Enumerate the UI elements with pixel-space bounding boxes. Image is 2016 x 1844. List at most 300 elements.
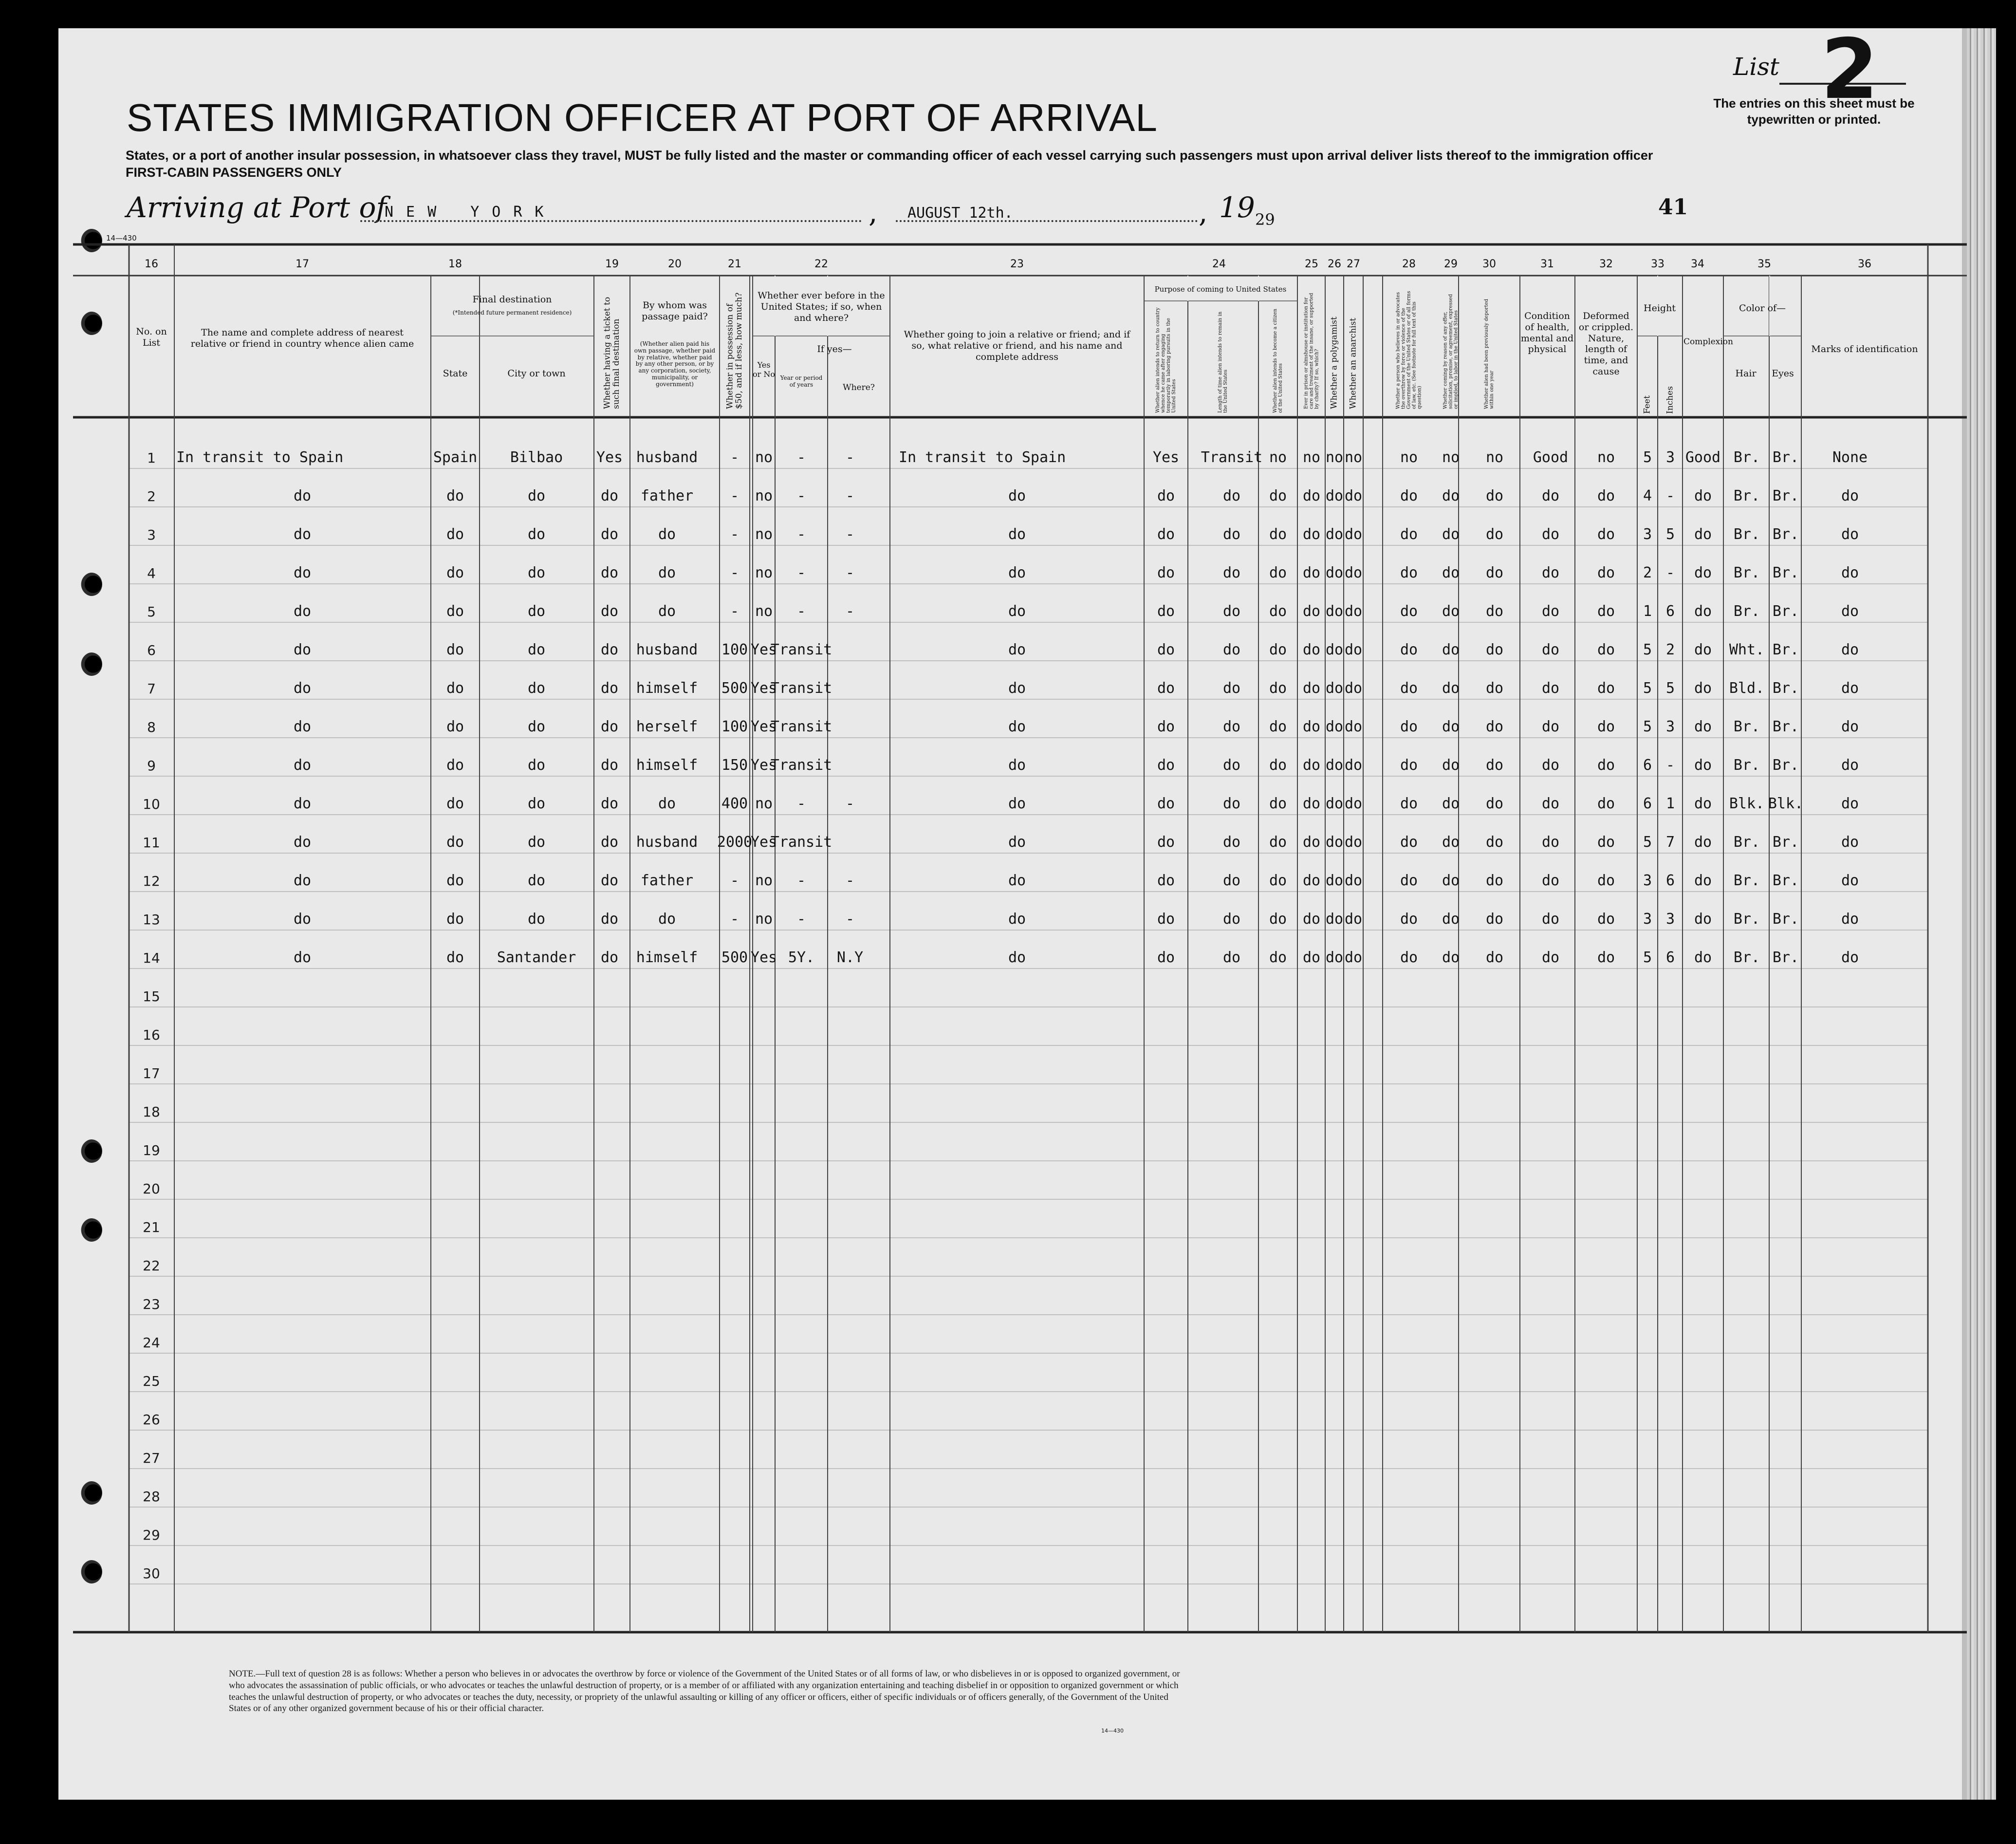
cell-city: do xyxy=(527,680,546,697)
cell-c22b: - xyxy=(796,487,806,504)
header-city: City or town xyxy=(507,368,566,379)
cell-c24c: do xyxy=(1269,911,1287,928)
cell-c27: do xyxy=(1344,603,1363,620)
cell-c24b: do xyxy=(1222,680,1241,697)
cell-c28: do xyxy=(1400,911,1418,928)
header-color-of: Color of— xyxy=(1739,303,1786,314)
header-final-destination-note: (*Intended future permanent residence) xyxy=(452,309,572,316)
cell-c17: do xyxy=(293,680,312,697)
cell-c23: do xyxy=(1008,680,1026,697)
cell-c17: do xyxy=(293,795,312,812)
cell-c22b: - xyxy=(796,526,806,543)
cell-c34: do xyxy=(1694,641,1712,658)
cell-c23: do xyxy=(1008,603,1026,620)
cell-city: do xyxy=(527,487,546,504)
cell-in: 1 xyxy=(1665,795,1675,812)
cell-c21: - xyxy=(730,603,740,620)
cell-hair: Br. xyxy=(1733,718,1760,735)
header-purpose-return: Whether alien intends to return to country whence he came after engaging temporarily in laboring pursuits in the United States xyxy=(1155,307,1177,413)
cell-c17: do xyxy=(293,949,312,966)
column-number: 29 xyxy=(1444,258,1458,270)
cell-c36: do xyxy=(1841,911,1859,928)
row-number: 26 xyxy=(143,1412,160,1428)
cell-c27: do xyxy=(1344,641,1363,658)
cell-c23: do xyxy=(1008,641,1026,658)
cell-c34: do xyxy=(1694,680,1712,697)
cell-c24b: do xyxy=(1222,526,1241,543)
cell-c34: do xyxy=(1694,911,1712,928)
cell-c22a: no xyxy=(755,564,773,581)
cell-c17: do xyxy=(293,526,312,543)
cell-eyes: Br. xyxy=(1772,487,1799,504)
cell-c24c: do xyxy=(1269,834,1287,851)
cell-c32: do xyxy=(1597,641,1615,658)
row-number: 9 xyxy=(147,758,156,774)
cell-c24c: do xyxy=(1269,949,1287,966)
column-number: 28 xyxy=(1402,258,1416,270)
row-number: 10 xyxy=(143,796,160,812)
cell-c36: do xyxy=(1841,795,1859,812)
cell-c22b: - xyxy=(796,449,806,466)
header-health: Condition of health, mental and physical xyxy=(1520,311,1574,355)
cell-c25: do xyxy=(1302,834,1321,851)
cell-c24a: do xyxy=(1157,526,1175,543)
cell-in: 6 xyxy=(1665,603,1675,620)
row-number: 8 xyxy=(147,719,156,735)
cell-c19: do xyxy=(600,949,619,966)
cell-c29: do xyxy=(1442,487,1460,504)
header-complexion: Complexion xyxy=(1683,337,1733,347)
cell-c25: do xyxy=(1302,603,1321,620)
cell-ft: 5 xyxy=(1643,834,1652,851)
cell-c17: do xyxy=(293,834,312,851)
cell-c21: 500 xyxy=(721,949,748,966)
header-purpose-citizen: Whether alien intends to become a citizen of the United States xyxy=(1273,308,1283,413)
column-number: 31 xyxy=(1540,258,1554,270)
cell-c31: do xyxy=(1541,911,1560,928)
cell-c22a: Yes xyxy=(750,834,777,851)
cell-c23: do xyxy=(1008,949,1026,966)
column-number: 25 xyxy=(1305,258,1318,270)
cell-c23: do xyxy=(1008,564,1026,581)
cell-c25: do xyxy=(1302,564,1321,581)
cell-c26: do xyxy=(1325,949,1344,966)
cell-c24c: no xyxy=(1269,449,1287,466)
cell-c22a: no xyxy=(755,449,773,466)
cell-c27: do xyxy=(1344,911,1363,928)
cell-city: do xyxy=(527,872,546,889)
cell-c17: In transit to Spain xyxy=(176,449,344,466)
cell-c34: do xyxy=(1694,795,1712,812)
cell-c19: do xyxy=(600,564,619,581)
cell-c20: father xyxy=(640,872,694,889)
cell-c28: do xyxy=(1400,487,1418,504)
year-suffix: 29 xyxy=(1255,210,1275,229)
cell-c34: do xyxy=(1694,757,1712,774)
cell-c17: do xyxy=(293,603,312,620)
cell-c31: do xyxy=(1541,680,1560,697)
cell-c30: do xyxy=(1485,949,1504,966)
cell-c31: do xyxy=(1541,834,1560,851)
cell-c21: - xyxy=(730,487,740,504)
cell-city: do xyxy=(527,603,546,620)
cell-c20: husband xyxy=(636,449,698,466)
cell-c29: do xyxy=(1442,911,1460,928)
cell-c24a: do xyxy=(1157,641,1175,658)
cell-city: do xyxy=(527,834,546,851)
cell-c26: do xyxy=(1325,834,1344,851)
cell-c28: do xyxy=(1400,680,1418,697)
cell-hair: Br. xyxy=(1733,949,1760,966)
cell-ft: 6 xyxy=(1643,757,1652,774)
instructions-line: States, or a port of another insular possession, in whatsoever class they travel, MUST be fully listed and the master or commanding officer of each vessel carrying such passengers must upon arrival deliver lists thereof to the immigration officer xyxy=(126,148,1653,163)
cell-in: - xyxy=(1665,487,1675,504)
cell-ft: 5 xyxy=(1643,949,1652,966)
row-number: 23 xyxy=(143,1296,160,1312)
cell-state: do xyxy=(446,949,464,966)
cell-c21: 400 xyxy=(721,795,748,812)
cell-c26: do xyxy=(1325,795,1344,812)
cell-c28: do xyxy=(1400,603,1418,620)
row-number: 22 xyxy=(143,1258,160,1274)
header-relative-address: The name and complete address of nearest relative or friend in country whence alien came xyxy=(190,327,414,349)
cell-ft: 2 xyxy=(1643,564,1652,581)
row-number: 2 xyxy=(147,488,156,504)
row-number: 6 xyxy=(147,642,156,658)
cell-c23: do xyxy=(1008,757,1026,774)
cell-in: 3 xyxy=(1665,911,1675,928)
cell-c29: do xyxy=(1442,718,1460,735)
row-number: 24 xyxy=(143,1335,160,1351)
cell-c19: do xyxy=(600,834,619,851)
cell-c26: do xyxy=(1325,680,1344,697)
cell-city: do xyxy=(527,564,546,581)
sheet-number: 41 xyxy=(1658,195,1688,220)
cell-c24b: do xyxy=(1222,718,1241,735)
cell-c31: do xyxy=(1541,526,1560,543)
cell-c21: - xyxy=(730,564,740,581)
header-deported: Whether alien had been previously deported within one year xyxy=(1484,298,1495,409)
cell-c22-transit: Transit xyxy=(770,834,832,851)
cell-city: do xyxy=(527,718,546,735)
cell-c21: 150 xyxy=(721,757,748,774)
cell-eyes: Br. xyxy=(1772,757,1799,774)
cell-c21: - xyxy=(730,872,740,889)
cell-c20: do xyxy=(658,526,676,543)
column-number: 32 xyxy=(1599,258,1613,270)
cell-c26: do xyxy=(1325,526,1344,543)
row-number: 28 xyxy=(143,1489,160,1505)
cell-c26: do xyxy=(1325,603,1344,620)
cell-ft: 3 xyxy=(1643,872,1652,889)
cell-c24b: do xyxy=(1222,487,1241,504)
cell-hair: Wht. xyxy=(1729,641,1765,658)
cell-c30: no xyxy=(1485,449,1504,466)
cell-c30: do xyxy=(1485,487,1504,504)
cell-c30: do xyxy=(1485,872,1504,889)
cell-c28: do xyxy=(1400,872,1418,889)
header-state: State xyxy=(443,368,468,379)
cell-city: Santander xyxy=(497,949,576,966)
cell-state: do xyxy=(446,487,464,504)
column-number: 21 xyxy=(728,258,741,270)
cell-city: do xyxy=(527,757,546,774)
cell-c30: do xyxy=(1485,795,1504,812)
cell-c27: do xyxy=(1344,834,1363,851)
cell-in: 3 xyxy=(1665,718,1675,735)
cell-c30: do xyxy=(1485,526,1504,543)
cell-c26: do xyxy=(1325,641,1344,658)
cell-c32: do xyxy=(1597,603,1615,620)
cell-c29: do xyxy=(1442,526,1460,543)
cell-hair: Br. xyxy=(1733,911,1760,928)
row-number: 20 xyxy=(143,1181,160,1197)
row-number: 15 xyxy=(143,988,160,1005)
cell-c30: do xyxy=(1485,680,1504,697)
cell-c21: 2000 xyxy=(717,834,753,851)
cell-hair: Bld. xyxy=(1729,680,1765,697)
cell-c21: - xyxy=(730,449,740,466)
cell-c24a: do xyxy=(1157,872,1175,889)
cell-c32: do xyxy=(1597,564,1615,581)
cell-c17: do xyxy=(293,872,312,889)
cell-in: 7 xyxy=(1665,834,1675,851)
cell-c24b: do xyxy=(1222,795,1241,812)
cell-c21: 100 xyxy=(721,641,748,658)
cell-c32: do xyxy=(1597,949,1615,966)
cell-c31: do xyxy=(1541,564,1560,581)
cell-c24c: do xyxy=(1269,795,1287,812)
separator: , xyxy=(1199,196,1208,229)
cell-c19: do xyxy=(600,641,619,658)
cell-c32: do xyxy=(1597,795,1615,812)
cell-c22-transit: Transit xyxy=(770,641,832,658)
cell-c26: do xyxy=(1325,872,1344,889)
cell-c26: do xyxy=(1325,757,1344,774)
cell-c24c: do xyxy=(1269,641,1287,658)
cell-c22a: no xyxy=(755,911,773,928)
cell-c29: no xyxy=(1442,449,1460,466)
instructions-class: FIRST-CABIN PASSENGERS ONLY xyxy=(126,165,342,180)
cell-c20: do xyxy=(658,603,676,620)
cell-c29: do xyxy=(1442,564,1460,581)
cell-city: do xyxy=(527,641,546,658)
row-number: 7 xyxy=(147,681,156,697)
cell-c31: Good xyxy=(1533,449,1569,466)
cell-c19: do xyxy=(600,487,619,504)
cell-c23: do xyxy=(1008,526,1026,543)
cell-c19: do xyxy=(600,872,619,889)
cell-c30: do xyxy=(1485,718,1504,735)
cell-c17: do xyxy=(293,641,312,658)
cell-c22a: no xyxy=(755,603,773,620)
cell-c24a: Yes xyxy=(1152,449,1180,466)
cell-c34: do xyxy=(1694,487,1712,504)
cell-c20: do xyxy=(658,564,676,581)
cell-c25: do xyxy=(1302,949,1321,966)
cell-city: do xyxy=(527,526,546,543)
header-purpose: Purpose of coming to United States xyxy=(1154,285,1287,294)
cell-c22a: Yes xyxy=(750,757,777,774)
cell-eyes: Br. xyxy=(1772,564,1799,581)
cell-c19: do xyxy=(600,795,619,812)
cell-c22a: Yes xyxy=(750,680,777,697)
cell-c25: do xyxy=(1302,911,1321,928)
cell-c27: do xyxy=(1344,795,1363,812)
cell-c20: husband xyxy=(636,834,698,851)
cell-c22a: Yes xyxy=(750,718,777,735)
cell-c34: do xyxy=(1694,834,1712,851)
cell-c23: do xyxy=(1008,872,1026,889)
row-number: 5 xyxy=(147,604,156,620)
column-number: 22 xyxy=(814,258,828,270)
cell-c32: do xyxy=(1597,834,1615,851)
column-number: 30 xyxy=(1482,258,1496,270)
cell-c36: do xyxy=(1841,641,1859,658)
cell-in: - xyxy=(1665,564,1675,581)
cell-in: 5 xyxy=(1665,526,1675,543)
header-deformed: Deformed or crippled. Nature, length of time, and cause xyxy=(1578,311,1634,377)
cell-c22c: - xyxy=(845,564,855,581)
cell-c23: do xyxy=(1008,487,1026,504)
cell-c21: - xyxy=(730,911,740,928)
column-number: 33 xyxy=(1651,258,1665,270)
cell-c31: do xyxy=(1541,795,1560,812)
cell-c22b: - xyxy=(796,911,806,928)
cell-c28: do xyxy=(1400,718,1418,735)
header-final-destination: Final destination xyxy=(472,294,552,305)
cell-c22a: Yes xyxy=(750,641,777,658)
cell-c24c: do xyxy=(1269,757,1287,774)
header-prison: Ever in prison or almshouse or institution for care and treatment of the insane, or supported by charity? If so, which? xyxy=(1303,293,1320,409)
column-number: 16 xyxy=(145,258,158,270)
cell-c36: do xyxy=(1841,949,1859,966)
cell-c24a: do xyxy=(1157,834,1175,851)
cell-ft: 5 xyxy=(1643,680,1652,697)
cell-c22c: - xyxy=(845,795,855,812)
cell-c23: do xyxy=(1008,911,1026,928)
cell-c29: do xyxy=(1442,834,1460,851)
cell-c28: do xyxy=(1400,795,1418,812)
cell-c23: do xyxy=(1008,834,1026,851)
cell-c22b: - xyxy=(796,603,806,620)
header-period: Year or period of years xyxy=(780,374,823,388)
cell-c31: do xyxy=(1541,757,1560,774)
cell-c27: do xyxy=(1344,718,1363,735)
cell-state: Spain xyxy=(433,449,478,466)
cell-c27: do xyxy=(1344,564,1363,581)
cell-state: do xyxy=(446,641,464,658)
cell-c25: do xyxy=(1302,680,1321,697)
cell-c34: do xyxy=(1694,603,1712,620)
cell-c24b: do xyxy=(1222,603,1241,620)
cell-c22c: - xyxy=(845,526,855,543)
cell-eyes: Br. xyxy=(1772,949,1799,966)
cell-c28: do xyxy=(1400,564,1418,581)
cell-c31: do xyxy=(1541,641,1560,658)
cell-c25: do xyxy=(1302,718,1321,735)
cell-c22b: - xyxy=(796,795,806,812)
cell-c25: do xyxy=(1302,795,1321,812)
cell-c36: do xyxy=(1841,603,1859,620)
cell-ft: 4 xyxy=(1643,487,1652,504)
row-number: 17 xyxy=(143,1065,160,1081)
cell-c22-transit: Transit xyxy=(770,718,832,735)
row-number: 11 xyxy=(143,835,160,851)
cell-c24b: do xyxy=(1222,834,1241,851)
cell-c17: do xyxy=(293,757,312,774)
cell-c22a: no xyxy=(755,487,773,504)
cell-c28: do xyxy=(1400,757,1418,774)
cell-hair: Br. xyxy=(1733,603,1760,620)
cell-c27: do xyxy=(1344,757,1363,774)
cell-c22c: - xyxy=(845,487,855,504)
header-join-relative: Whether going to join a relative or friend; and if so, what relative or friend, and his name and complete address xyxy=(904,329,1130,362)
cell-ft: 6 xyxy=(1643,795,1652,812)
cell-c25: no xyxy=(1302,449,1321,466)
row-number: 13 xyxy=(143,912,160,928)
header-anarchist: Whether an anarchist xyxy=(1348,317,1358,409)
header-hair: Hair xyxy=(1735,368,1757,379)
cell-c24c: do xyxy=(1269,603,1287,620)
row-number: 19 xyxy=(143,1142,160,1158)
header-labor-offer: Whether coming by reason of any offer, solicitation, promise, or agreement, expressed or implied, to labor in the United States xyxy=(1443,294,1459,409)
cell-state: do xyxy=(446,795,464,812)
cell-c24a: do xyxy=(1157,487,1175,504)
header-if-yes: If yes— xyxy=(817,344,852,354)
cell-c32: do xyxy=(1597,911,1615,928)
cell-hair: Br. xyxy=(1733,526,1760,543)
cell-c31: do xyxy=(1541,949,1560,966)
row-number: 14 xyxy=(143,950,160,966)
cell-in: - xyxy=(1665,757,1675,774)
cell-c23: do xyxy=(1008,718,1026,735)
cell-c19: do xyxy=(600,718,619,735)
cell-c27: do xyxy=(1344,487,1363,504)
cell-c20: husband xyxy=(636,641,698,658)
cell-eyes: Br. xyxy=(1772,718,1799,735)
cell-state: do xyxy=(446,757,464,774)
cell-in: 3 xyxy=(1665,449,1675,466)
header-eyes: Eyes xyxy=(1772,368,1794,379)
cell-city: do xyxy=(527,911,546,928)
cell-c26: do xyxy=(1325,487,1344,504)
cell-c27: do xyxy=(1344,872,1363,889)
cell-c31: do xyxy=(1541,718,1560,735)
cell-c31: do xyxy=(1541,872,1560,889)
cell-c22b: - xyxy=(796,872,806,889)
header-ticket: Whether having a ticket to such final destination xyxy=(602,297,621,409)
cell-c31: do xyxy=(1541,603,1560,620)
cell-c22a: Yes xyxy=(750,949,777,966)
arrival-port: NEW YORK xyxy=(385,204,556,221)
cell-c36: do xyxy=(1841,526,1859,543)
cell-c27: do xyxy=(1344,949,1363,966)
cell-c23: do xyxy=(1008,795,1026,812)
page-title: STATES IMMIGRATION OFFICER AT PORT OF ARRIVAL xyxy=(127,96,1158,139)
cell-c28: do xyxy=(1400,949,1418,966)
cell-in: 6 xyxy=(1665,949,1675,966)
cell-state: do xyxy=(446,603,464,620)
cell-c32: do xyxy=(1597,487,1615,504)
cell-c34: do xyxy=(1694,872,1712,889)
cell-c26: do xyxy=(1325,911,1344,928)
cell-c21: 500 xyxy=(721,680,748,697)
cell-state: do xyxy=(446,526,464,543)
cell-c22c: - xyxy=(845,603,855,620)
header-passage-paid-note: (Whether alien paid his own passage, whether paid by relative, whether paid by any other person, or by any corporation, society, municipality, or government) xyxy=(634,340,716,388)
cell-c20: do xyxy=(658,911,676,928)
